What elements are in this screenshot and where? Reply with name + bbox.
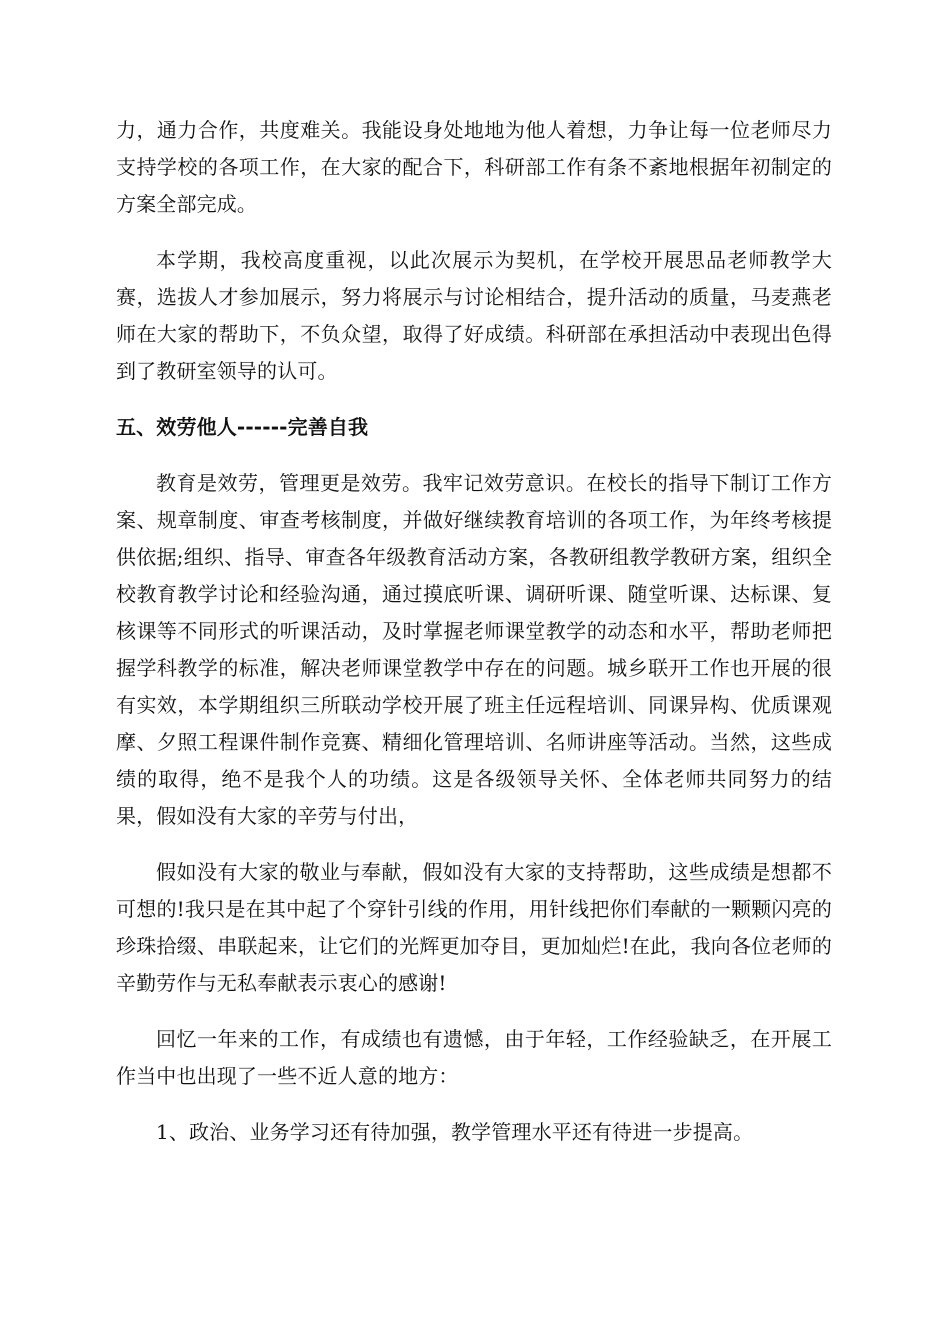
paragraph-gratitude: 假如没有大家的敬业与奉献，假如没有大家的支持帮助，这些成绩是想都不可想的!我只是在其中起了个穿针引线的作用，用针线把你们奉献的一颗颗闪亮的珍珠拾缀、串联起来，让它们的光辉更加夺目，更加灿烂!在此，我向各位老师的辛勤劳作与无私奉献表示衷心的感谢! — [116, 860, 832, 995]
list-item-shortcoming-1: 1、政治、业务学习还有待加强，教学管理水平还有待进一步提高。 — [156, 1120, 754, 1144]
paragraph-reflection: 回忆一年来的工作，有成绩也有遗憾，由于年轻，工作经验缺乏，在开展工作当中也出现了一些不近人意的地方： — [116, 1027, 832, 1088]
paragraph-teaching-contest: 本学期，我校高度重视，以此次展示为契机，在学校开展思品老师教学大赛，选拔人才参加展示，努力将展示与讨论相结合，提升活动的质量，马麦燕老师在大家的帮助下，不负众望，取得了好成绩。科研部在承担活动中表现出色得到了教研室领导的认可。 — [116, 248, 832, 383]
paragraph-continuation: 力，通力合作，共度难关。我能设身处地地为他人着想，力争让每一位老师尽力支持学校的各项工作，在大家的配合下，科研部工作有条不紊地根据年初制定的方案全部完成。 — [116, 118, 832, 216]
paragraph-service-work: 教育是效劳，管理更是效劳。我牢记效劳意识。在校长的指导下制订工作方案、规章制度、审查考核制度，并做好继续教育培训的各项工作，为年终考核提供依据;组织、指导、审查各年级教育活动方案，各教研组教学教研方案，组织全校教育教学讨论和经验沟通，通过摸底听课、调研听课、随堂听课、达标课、复核课等不同形式的听课活动，及时掌握老师课堂教学的动态和水平，帮助老师把握学科教学的标准，解决老师课堂教学中存在的问题。城乡联开工作也开展的很有实效，本学期组织三所联动学校开展了班主任远程培训、同课异构、优质课观摩、夕照工程课件制作竞赛、精细化管理培训、名师讲座等活动。当然，这些成绩的取得，绝不是我个人的功绩。这是各级领导关怀、全体老师共同努力的结果，假如没有大家的辛劳与付出， — [116, 471, 832, 828]
document-page — [116, 112, 832, 1151]
section-heading: 五、效劳他人------完善自我 — [116, 415, 369, 439]
